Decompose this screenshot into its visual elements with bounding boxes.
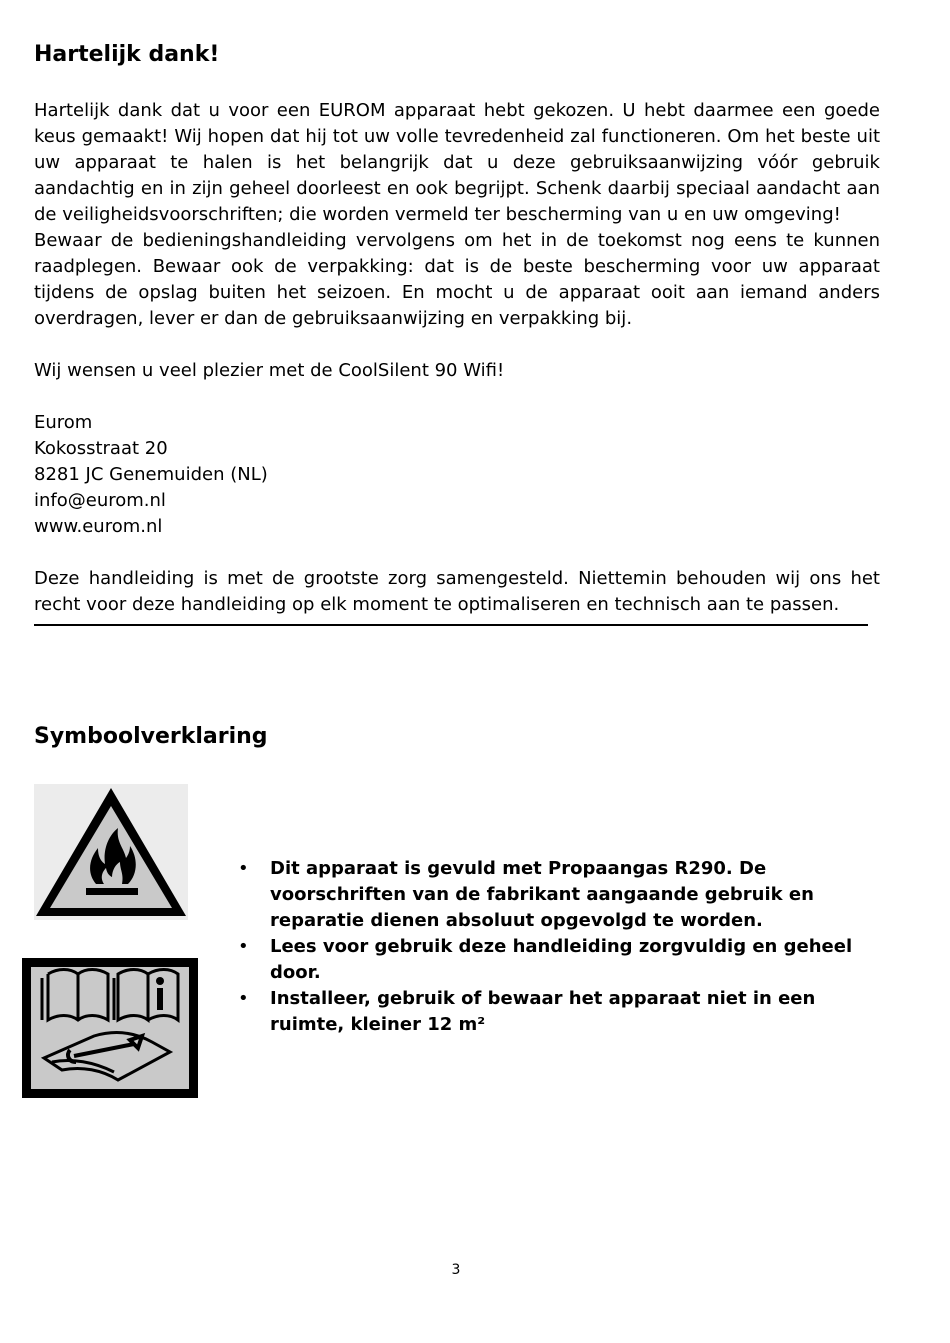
bullet-text: Installeer, gebruik of bewaar het apparaat niet in een ruimte, kleiner 12 m² bbox=[270, 988, 816, 1035]
list-item bbox=[236, 934, 886, 986]
bullet-dot: • bbox=[238, 936, 249, 957]
list-item bbox=[236, 986, 886, 1038]
bullet-dot: • bbox=[238, 858, 249, 879]
intro-paragraph-2: Bewaar de bedieningshandleiding vervolgens om het in de toekomst nog eens te kunnen raadplegen. Bewaar ook de verpakking: dat is de beste bescherming voor uw apparaat tijdens de opslag buiten het seizoen. En mocht u de apparaat ooit aan iemand anders overdragen, lever er dan de gebruiksaanwijzing en verpakking bij. bbox=[34, 230, 880, 329]
wish-text: Wij wensen u veel plezier met de CoolSilent 90 Wifi! bbox=[34, 360, 505, 381]
symbols-title: Symboolverklaring bbox=[34, 724, 268, 749]
intro-title: Hartelijk dank! bbox=[34, 42, 220, 67]
email-link[interactable]: info@eurom.nl bbox=[34, 490, 166, 511]
page-number: 3 bbox=[451, 1262, 461, 1278]
disclaimer-text: Deze handleiding is met de grootste zorg samengesteld. Niettemin behouden wij ons het recht voor deze handleiding op elk moment te optimaliseren en technisch aan te passen. bbox=[34, 568, 880, 615]
website-link[interactable]: www.eurom.nl bbox=[34, 516, 163, 537]
address-block bbox=[34, 410, 880, 540]
street: Kokosstraat 20 bbox=[34, 438, 168, 459]
flammable-warning-icon bbox=[34, 784, 188, 920]
city: 8281 JC Genemuiden (NL) bbox=[34, 464, 268, 485]
bullet-dot: • bbox=[238, 988, 249, 1009]
section-divider bbox=[34, 624, 868, 626]
symbol-bullet-list bbox=[236, 856, 886, 1038]
intro-section bbox=[34, 40, 880, 626]
bullet-text: Dit apparaat is gevuld met Propaangas R290. De voorschriften van de fabrikant aangaande gebruik en reparatie dienen absoluut opgevolgd te worden. bbox=[270, 858, 814, 931]
read-manual-icon bbox=[22, 958, 198, 1098]
bullet-text: Lees voor gebruik deze handleiding zorgvuldig en geheel door. bbox=[270, 936, 853, 983]
intro-paragraph-1: Hartelijk dank dat u voor een EUROM apparaat hebt gekozen. U hebt daarmee een goede keus gemaakt! Wij hopen dat hij tot uw volle tevredenheid zal functioneren. Om het beste uit uw apparaat te halen is het belangrijk dat u deze gebruiksaanwijzing vóór gebruik aandachtig en in zijn geheel doorleest en ook begrijpt. Schenk daarbij speciaal aandacht aan de veiligheidsvoorschriften; die worden vermeld ter bescherming van u en uw omgeving! bbox=[34, 100, 880, 225]
company-name: Eurom bbox=[34, 412, 93, 433]
list-item bbox=[236, 856, 886, 934]
